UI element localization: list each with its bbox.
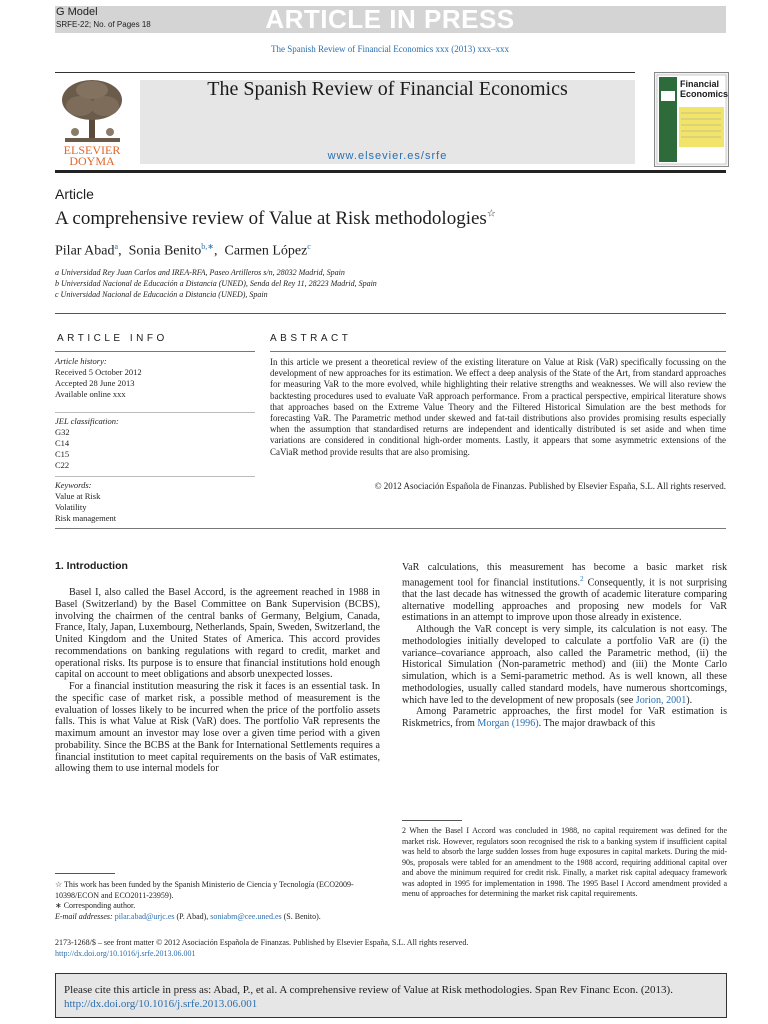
citation-link[interactable]: Morgan (1996) <box>477 718 539 730</box>
abstract-text: In this article we present a theoretical review of the existing literature on Value at Risk (VaR) specifically focussing on the development of new approaches for its estimation. We effect a deep analysis of the State of the Art, from standard approaches for measuring VaR to the more evolved, while highlighting their relative strengths and weaknesses. We will also review the backtesting procedures used to evaluate VaR approach performance. From a practical perspective, empirical literature shows that approaches based on the Extreme Value Theory and the Filtered Historical Simulation are the best methods for forecasting VaR. The Parametric method under skewed and fat-tail distributions also provides promising results especially when the assumption that standardised returns are independent and identically distributed is set aside and when time variations are considered in conditional high-order moments. Lastly, it appears that some asymmetric extensions of the CaViaR method provide results that are also promising. <box>270 357 726 457</box>
paragraph: Although the VaR concept is very simple, its calculation is not easy. The methodologies initially developed to calculate a portfolio VaR are (i) the variance–covariance approach, also called the Parametric method, (ii) the Historical Simulation (Non-parametric method) and (iii) the Monte Carlo simulation, which is a Semi-parametric method. As is well known, all these methodologies, usually called standard models, have numerous shortcomings, which have led to the development of new proposals (see Jorion, 2001). <box>402 624 727 706</box>
svg-text:Financial: Financial <box>680 79 720 89</box>
footnote-rule <box>402 820 462 821</box>
header-rule <box>55 72 635 73</box>
svg-text:ELSEVIER: ELSEVIER <box>63 143 121 157</box>
author-name[interactable]: Sonia Benito <box>128 243 202 259</box>
author-name[interactable]: Carmen López <box>224 243 308 259</box>
info-divider <box>55 412 255 413</box>
article-info-heading: ARTICLE INFO <box>57 333 168 344</box>
article-history: Article history: Received 5 October 2012 Accepted 28 June 2013 Available online xxx <box>55 356 142 399</box>
journal-cover-thumbnail <box>654 72 729 167</box>
journal-url-link[interactable]: www.elsevier.es/srfe <box>327 150 448 162</box>
body-column-left <box>55 587 380 775</box>
doi-link[interactable]: http://dx.doi.org/10.1016/j.srfe.2013.06.001 <box>55 949 196 958</box>
affiliation-c: c Universidad Nacional de Educación a Distancia (UNED), Spain <box>55 290 268 299</box>
keywords: Keywords: Value at Risk Volatility Risk management <box>55 480 117 523</box>
section-heading-introduction: 1. Introduction <box>55 560 128 572</box>
affiliation-a: a Universidad Rey Juan Carlos and IREA-RFA, Paseo Artilleros s/n, 28032 Madrid, Spain <box>55 268 345 277</box>
corresponding-author-note: ∗ Corresponding author. <box>55 901 136 910</box>
abstract-rule <box>270 351 726 352</box>
article-title: A comprehensive review of Value at Risk methodologies☆ <box>55 208 496 229</box>
footnotes-left <box>55 880 380 922</box>
author-name[interactable]: Pilar Abad <box>55 243 115 259</box>
info-rule <box>55 351 255 352</box>
paragraph: VaR calculations, this measurement has become a basic market risk management tool for financial institutions.$^2$ Consequently, it is not surprising that the last decade has witnessed the growth of academic literature comparing alternative modelling approaches and proposing new models for VaR estimations in an attempt to improve upon those already in existence. <box>402 562 727 624</box>
email-addresses: E-mail addresses: pilar.abad@urjc.es (P. Abad), soniabm@cee.uned.es (S. Benito). <box>55 911 321 921</box>
paragraph: Basel I, also called the Basel Accord, is the agreement reached in 1988 in Basel (Switzerland) by the Basel Committee on Bank Supervision (BCBS), involving the chairmen of the central banks of Germany, Belgium, Canada, France, Italy, Japan, Luxembourg, Netherlands, Spain, Sweden, Switzerland, the United Kingdom and the United States of America. This accord provides recommendations on banking regulations with regard to credit, market and operational risks. Its purpose is to ensure that financial institutions hold enough capital on account to meet obligations and absorb unexpected losses. <box>55 587 380 681</box>
author-affiliation-mark: a <box>114 242 119 251</box>
body-column-right <box>402 562 727 730</box>
header-thick-rule <box>55 170 726 173</box>
citation-link[interactable]: Jorion, 2001 <box>635 694 687 706</box>
journal-title: The Spanish Review of Financial Economics <box>207 78 568 100</box>
g-model-label: G Model <box>56 6 98 18</box>
footnote-2: 2 When the Basel I Accord was concluded in 1988, no capital requirement was defined for the market risk. However, regulators soon recognised the risk to a banking system if insufficient capital was held to absorb the large sudden losses from huge exposures in capital markets. During the mid-90s, proposals were tabled for an amendment to the 1988 accord, requiring additional capital over and above the minimum required for credit risk. Finally, a market risk capital adequacy framework was adopted in 1995 for implementation in 1998. The 1995 Basel I Accord amendment provided a menu of approaches for determining the market risk capital requirements. <box>402 826 727 898</box>
svg-text:DOYMA: DOYMA <box>69 154 115 166</box>
footnote-rule <box>55 873 115 874</box>
affiliation-b: b Universidad Nacional de Educación a Distancia (UNED), Senda del Rey 11, 28223 Madrid, Spain <box>55 279 377 288</box>
info-divider <box>55 476 255 477</box>
article-type-label: Article <box>55 186 94 202</box>
abstract-copyright: © 2012 Asociación Española de Finanzas. Published by Elsevier España, S.L. All rights reserved. <box>374 481 726 491</box>
author-affiliation-mark: c <box>307 242 311 251</box>
journal-reference-link[interactable]: The Spanish Review of Financial Economics xxx (2013) xxx–xxx <box>271 44 509 54</box>
title-footnote-mark: ☆ <box>486 208 496 220</box>
elsevier-logo <box>55 78 130 166</box>
article-in-press-text: ARTICLE IN PRESS <box>265 4 515 34</box>
page-count-label: SRFE-22; No. of Pages 18 <box>56 20 151 29</box>
section-rule <box>55 313 726 314</box>
issn-line: 2173-1268/$ – see front matter © 2012 Asociación Española de Finanzas. Published by Elsevier España, S.L. All rights reserved. <box>55 938 469 947</box>
footnote-ref-link[interactable]: 2 <box>580 574 584 583</box>
funding-footnote: ☆ This work has been funded by the Spanish Ministerio de Ciencia y Tecnología (ECO2009-10398/ECON and ECO2011-23959). <box>55 880 354 900</box>
jel-classification: JEL classification: G32 C14 C15 C22 <box>55 416 119 470</box>
citation-doi-link[interactable]: http://dx.doi.org/10.1016/j.srfe.2013.06.001 <box>64 998 258 1010</box>
paragraph: For a financial institution measuring the risk it faces is an essential task. In the specific case of market risk, a possible method of measurement is the evaluation of losses likely to be incurred when the price of the portfolio assets falls. This is what Value at Risk (VaR) does. The portfolio VaR represents the maximum amount an investor may lose over a given time period with a given probability. Since the BCBS at the Bank for International Settlements requires a financial institution to meet capital requirements on the basis of VaR estimates, allowing them to use internal models for <box>55 681 380 775</box>
paragraph: Among Parametric approaches, the first model for VaR estimation is Riskmetrics, from Morgan (1996). The major drawback of this <box>402 706 727 730</box>
elsevier-tree-icon <box>55 78 130 166</box>
citation-text: Please cite this article in press as: Abad, P., et al. A comprehensive review of Value at Risk methodologies. Span Rev Financ Econ. (2013). http://dx.doi.org/10.1016/j.srfe.2013.06.001 <box>64 983 719 1011</box>
svg-text:Economics: Economics <box>680 89 728 99</box>
author-list: Pilar Abad$^a$, Sonia Benito$^{b,∗}$, Carmen López$^c$ <box>55 242 311 259</box>
author-affiliation-mark: b,∗ <box>201 242 214 251</box>
email-link[interactable]: soniabm@cee.uned.es <box>210 911 282 921</box>
email-link[interactable]: pilar.abad@urjc.es <box>114 911 175 921</box>
abstract-bottom-rule <box>55 528 726 529</box>
abstract-heading: ABSTRACT <box>270 333 352 344</box>
